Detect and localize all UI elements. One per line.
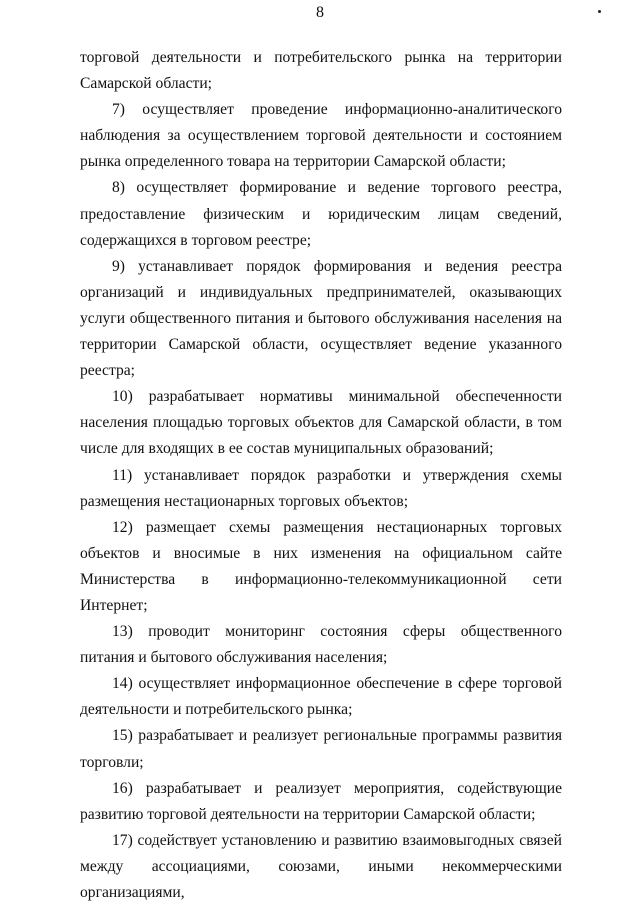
list-item-17: 17) содействует установлению и развитию взаимовыгодных связей между ассоциациями, союзами, иными некоммерческими организациями, <box>80 831 562 901</box>
list-item-14: 14) осуществляет информационное обеспечение в сфере торговой деятельности и потребительского рынка; <box>80 675 562 719</box>
list-item-11: 11) устанавливает порядок разработки и утверждения схемы размещения нестационарных торговых объектов; <box>80 466 562 510</box>
list-item-10: 10) разрабатывает нормативы минимальной обеспеченности населения площадью торговых объектов для Самарской области, в том числе для входящих в ее состав муниципальных образований; <box>80 388 562 458</box>
list-item-7: 7) осуществляет проведение информационно-аналитического наблюдения за осуществлением торговой деятельности и состоянием рынка определенного товара на территории Самарской области; <box>80 101 562 171</box>
list-item-9: 9) устанавливает порядок формирования и ведения реестра организаций и индивидуальных предпринимателей, оказывающих услуги общественного питания и бытового обслуживания населения на территории Самарской области, осуществляет ведение указанного реестра; <box>80 257 562 380</box>
document-body <box>80 45 562 906</box>
list-item-12: 12) размещает схемы размещения нестационарных торговых объектов и вносимые в них изменения на официальном сайте Министерства в информационно-телекоммуникационной сети Интернет; <box>80 518 562 614</box>
list-item-15: 15) разрабатывает и реализует региональные программы развития торговли; <box>80 727 562 771</box>
list-item-13: 13) проводит мониторинг состояния сферы общественного питания и бытового обслуживания населения; <box>80 623 562 667</box>
list-item-16: 16) разрабатывает и реализует мероприятия, содействующие развитию торговой деятельности на территории Самарской области; <box>80 779 562 823</box>
list-item-8: 8) осуществляет формирование и ведение торгового реестра, предоставление физическим и юридическим лицам сведений, содержащихся в торговом реестре; <box>80 179 562 249</box>
scan-mark <box>598 10 601 13</box>
page-number: 8 <box>316 4 324 21</box>
paragraph-continuation: торговой деятельности и потребительского рынка на территории Самарской области; <box>80 49 562 93</box>
